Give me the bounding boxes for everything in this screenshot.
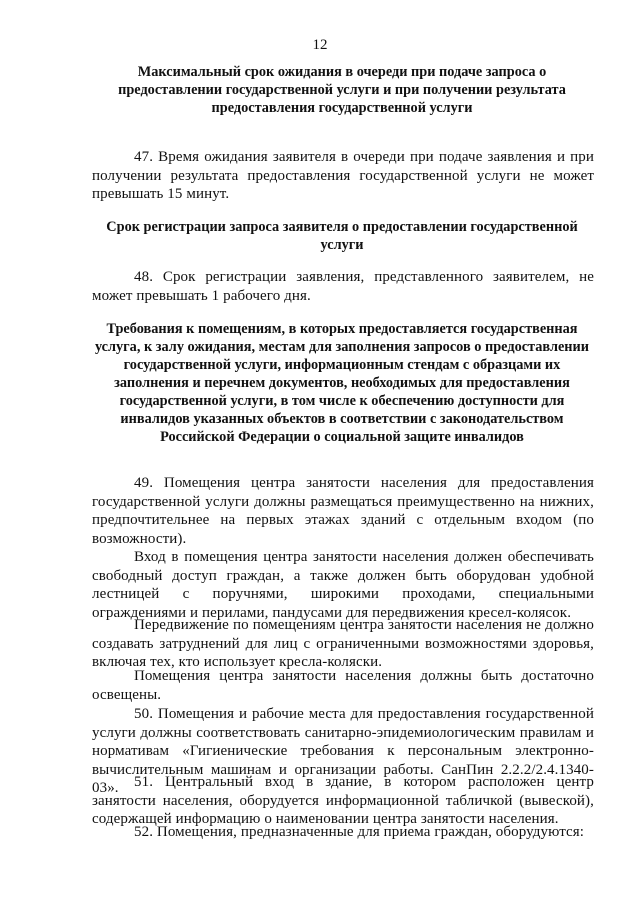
paragraph-49-movement: Передвижение по помещениям центра занятости населения не должно создавать затруднений для лиц с ограниченными возможностями здоровья, включая тех, кто использует кресла-коляски. [92, 617, 594, 671]
section-heading-registration-time: Срок регистрации запроса заявителя о предоставлении государственной услуги [106, 219, 578, 253]
page-number: 12 [312, 37, 328, 53]
paragraph-50: 50. Помещения и рабочие места для предоставления государственной услуги должны соответствовать санитарно-эпидемиологическим правилам и нормативам «Гигиенические требования к персональным электронно-вычислительным машинам и организации работы. СанПин 2.2.2/2.4.1340-03». [92, 706, 594, 797]
paragraph-48: 48. Срок регистрации заявления, представленного заявителем, не может превышать 1 рабочего дня. [92, 269, 594, 304]
paragraph-49: 49. Помещения центра занятости населения для предоставления государственной услуги должны размещаться преимущественно на нижних, предпочтительнее на первых этажах зданий с отдельным входом (по возможности). [92, 475, 594, 547]
section-heading-premises-requirements: Требования к помещениям, в которых предоставляется государственная услуга, к залу ожидания, местам для заполнения запросов о предоставлении государственной услуги, информационным стендам с образцами их заполнения и перечнем документов, необходимых для предоставления государственной услуги, в том числе к обеспечению доступности для инвалидов указанных объектов в соответствии с законодательством Российской Федерации о социальной защите инвалидов [94, 321, 590, 445]
paragraph-49-entrance: Вход в помещения центра занятости населения должен обеспечивать свободный доступ граждан, а также должен быть оборудован удобной лестницей с поручнями, широкими проходами, специальными ограждениями и перилами, пандусами для передвижения кресел-колясок. [92, 549, 594, 621]
paragraph-47: 47. Время ожидания заявителя в очереди при подаче заявления и при получении результата предоставления государственной услуги не может превышать 15 минут. [92, 149, 594, 203]
paragraph-52: 52. Помещения, предназначенные для приема граждан, оборудуются: [134, 824, 585, 840]
section-heading-queue-time: Максимальный срок ожидания в очереди при подаче запроса о предоставлении государственной услуги и при получении результата предоставления государственной услуги [118, 64, 566, 116]
paragraph-49-lighting: Помещения центра занятости населения должны быть достаточно освещены. [92, 668, 594, 703]
paragraph-51: 51. Центральный вход в здание, в котором расположен центр занятости населения, оборудуется информационной табличкой (вывеской), содержащей информацию о наименовании центра занятости населения. [92, 774, 594, 828]
